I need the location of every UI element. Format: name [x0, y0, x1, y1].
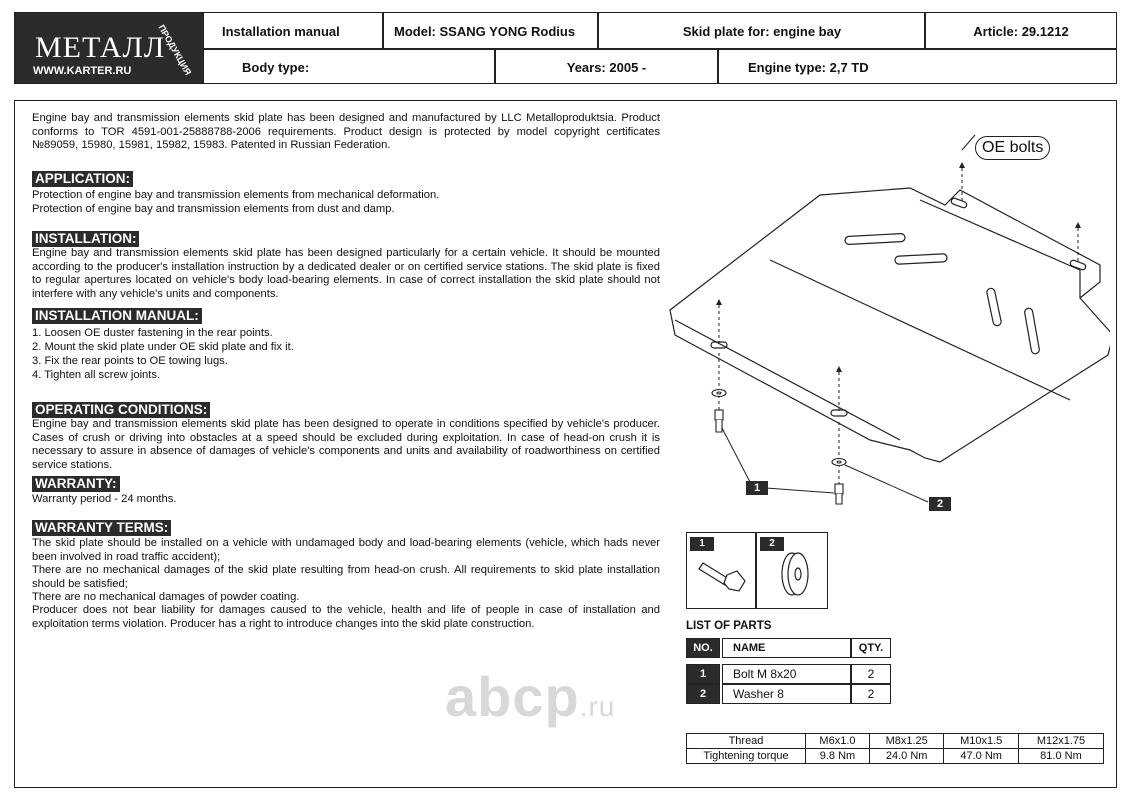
warranty-term-4: Producer does not bear liability for damages caused to the vehicle, health and life of people in case of installation and exploitation terms violation. Producer has a right to introduce changes into the skid plate construction.: [32, 604, 660, 630]
torque-cell: 47.0 Nm: [944, 749, 1019, 764]
torque-table: [686, 733, 1104, 764]
installation-heading: INSTALLATION:: [32, 231, 139, 247]
warranty-heading: WARRANTY:: [32, 476, 120, 492]
application-heading: APPLICATION:: [32, 171, 133, 187]
header-model: Model: SSANG YONG Rodius: [394, 23, 576, 39]
oe-bolts-label: OE bolts: [975, 136, 1050, 160]
warranty-terms-heading: WARRANTY TERMS:: [32, 520, 171, 536]
parts-header-no: NO.: [686, 638, 720, 658]
warranty-term-2: There are no mechanical damages of the skid plate resulting from head-on crush. All requirements to skid plate installation should be satisfied;: [32, 564, 660, 590]
logo-site: WWW.KARTER.RU: [33, 65, 132, 77]
header-years: Years: 2005 -: [566, 59, 647, 75]
header-article: Article: 29.1212: [973, 23, 1069, 39]
installation-text: Engine bay and transmission elements skid plate has been designed particularly for a certain vehicle. It should be mounted according to the producer's installation instruction by a dedicated dealer or on certified service stations. The skid plate is fixed to regular apertures located on vehicle's body load-bearing elements. In case of correct installation the skid plate should not interfere with any vehicle's units and components.: [32, 247, 660, 300]
warranty-term-1: The skid plate should be installed on a vehicle with undamaged body and load-bearing elements (vehicle, which hads never been involved in road traffic accident);: [32, 537, 660, 563]
torque-row-values: [687, 749, 1104, 764]
brand-logo: [14, 12, 204, 84]
torque-cell: Thread: [687, 734, 806, 749]
torque-cell: 9.8 Nm: [806, 749, 870, 764]
torque-cell: 24.0 Nm: [869, 749, 944, 764]
torque-cell: M8x1.25: [869, 734, 944, 749]
installation-manual-heading: INSTALLATION MANUAL:: [32, 308, 202, 324]
skid-plate-diagram: [640, 110, 1110, 520]
manual-step-3: 3. Fix the rear points to OE towing lugs.: [32, 355, 228, 367]
manual-step-4: 4. Tighten all screw joints.: [32, 369, 161, 381]
torque-row-thread: [687, 734, 1104, 749]
parts-row-1-qty: 2: [851, 664, 891, 684]
torque-cell: M10x1.5: [944, 734, 1019, 749]
watermark-suffix: .ru: [579, 691, 616, 722]
parts-header-name: NAME: [722, 638, 851, 658]
header-skid-plate: Skid plate for: engine bay: [682, 23, 842, 39]
callout-1: 1: [746, 481, 768, 495]
warranty-term-3: There are no mechanical damages of powder coating.: [32, 591, 300, 603]
parts-header-qty: QTY.: [851, 638, 891, 658]
part-2-badge: 2: [760, 537, 784, 551]
logo-arc-text: ПРОДУКЦИЯ: [156, 23, 194, 77]
operating-text: Engine bay and transmission elements skid plate has been designed to operate in conditions specified by vehicle's producer. Cases of crush or driving into obstacles at a speed should be excluded during exploitation. In case of head-on crush it is necessary to assure in absence of damages of vehicle's components and units and availability of roadworthiness on certified service stations.: [32, 418, 660, 471]
logo-brand-text: МЕТАЛЛ: [35, 31, 166, 64]
torque-cell: 81.0 Nm: [1018, 749, 1103, 764]
washer-icon: [770, 548, 820, 603]
part-1-badge: 1: [690, 537, 714, 551]
parts-row-1-name: Bolt M 8x20: [722, 664, 851, 684]
manual-step-2: 2. Mount the skid plate under OE skid plate and fix it.: [32, 341, 294, 353]
list-of-parts-title: LIST OF PARTS: [686, 620, 772, 632]
intro-text: Engine bay and transmission elements skid plate has been designed and manufactured by LLC Metalloproduktsia. Product conforms to TOR 4591-001-25888788-2006 requirements. Product design is protected by model copyright certificates №89059, 15980, 15981, 15982, 15983. Patented in Russian Federation.: [32, 112, 660, 152]
operating-heading: OPERATING CONDITIONS:: [32, 402, 210, 418]
application-line-2: Protection of engine bay and transmission elements from dust and damp.: [32, 203, 395, 215]
abcp-watermark: [445, 664, 615, 729]
manual-step-1: 1. Loosen OE duster fastening in the rear points.: [32, 327, 273, 339]
warranty-text: Warranty period - 24 months.: [32, 493, 177, 505]
application-line-1: Protection of engine bay and transmission elements from mechanical deformation.: [32, 189, 440, 201]
header-engine-type: Engine type: 2,7 TD: [748, 59, 869, 75]
parts-row-1-no: 1: [686, 664, 720, 684]
parts-row-2-no: 2: [686, 684, 720, 704]
torque-cell: M6x1.0: [806, 734, 870, 749]
parts-row-2-qty: 2: [851, 684, 891, 704]
bolt-icon: [695, 553, 750, 598]
torque-cell: Tightening torque: [687, 749, 806, 764]
watermark-main: abcp: [445, 665, 580, 728]
callout-2: 2: [929, 497, 951, 511]
header-manual: Installation manual: [222, 23, 340, 39]
torque-cell: M12x1.75: [1018, 734, 1103, 749]
parts-row-2-name: Washer 8: [722, 684, 851, 704]
header-body-type: Body type:: [242, 59, 310, 75]
